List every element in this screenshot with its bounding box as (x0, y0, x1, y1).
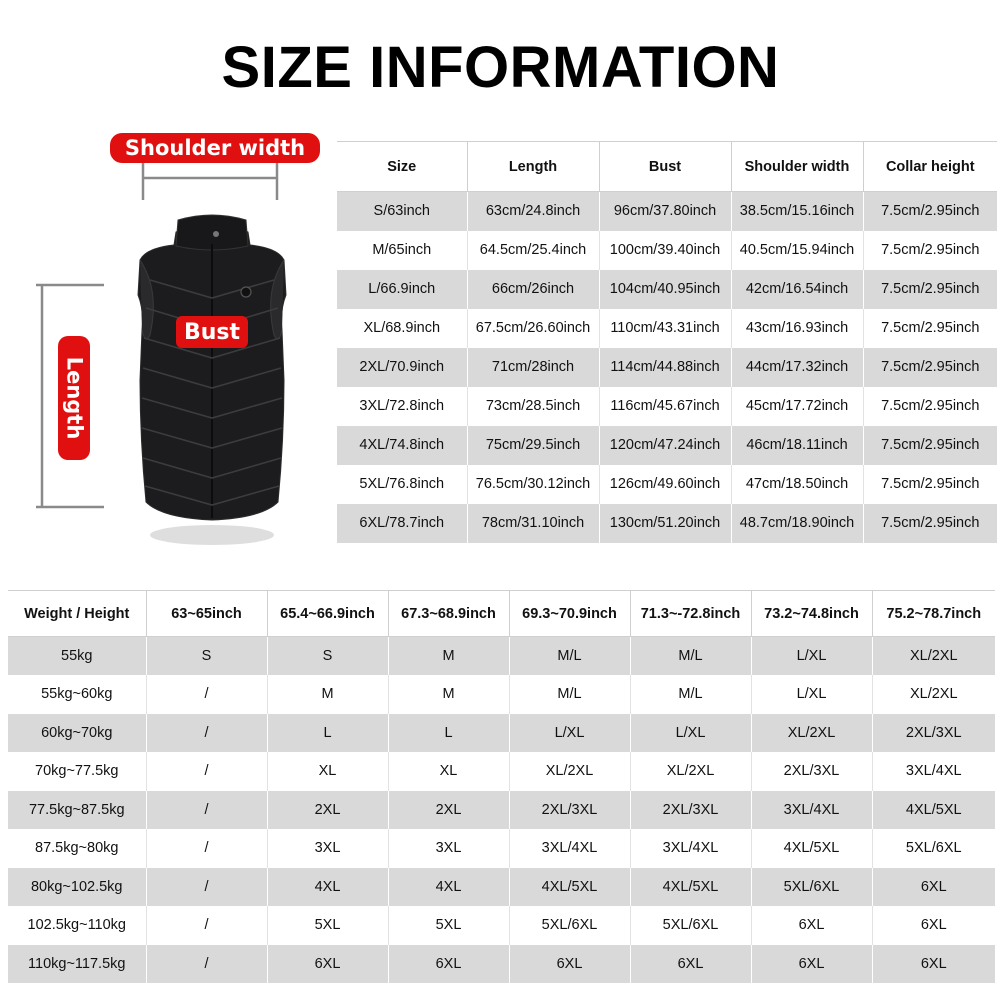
fit-table-cell: XL/2XL (872, 637, 995, 676)
fit-table-cell: 6XL (872, 945, 995, 984)
fit-table-cell: 77.5kg~87.5kg (8, 791, 146, 830)
fit-table-cell: / (146, 791, 267, 830)
size-table-cell: 110cm/43.31inch (599, 309, 731, 348)
size-table-cell: XL/68.9inch (337, 309, 467, 348)
fit-table-cell: 6XL (388, 945, 509, 984)
power-button-icon (241, 287, 251, 297)
size-table-cell: 44cm/17.32inch (731, 348, 863, 387)
size-table-cell: S/63inch (337, 192, 467, 231)
size-table-header-cell: Length (467, 142, 599, 192)
fit-table-cell: 5XL (267, 906, 388, 945)
fit-table-cell: 102.5kg~110kg (8, 906, 146, 945)
fit-table-cell: 2XL/3XL (872, 714, 995, 753)
size-table-cell: 7.5cm/2.95inch (863, 270, 997, 309)
fit-table-cell: XL/2XL (630, 752, 751, 791)
size-table-cell: 43cm/16.93inch (731, 309, 863, 348)
size-table-header-cell: Bust (599, 142, 731, 192)
size-table-cell: 114cm/44.88inch (599, 348, 731, 387)
size-table-cell: 5XL/76.8inch (337, 465, 467, 504)
fit-table-cell: 3XL (388, 829, 509, 868)
fit-table-header-cell: 69.3~70.9inch (509, 591, 630, 637)
fit-table-header-cell: 71.3~-72.8inch (630, 591, 751, 637)
fit-table-cell: S (146, 637, 267, 676)
size-table-cell: 78cm/31.10inch (467, 504, 599, 543)
size-table-cell: 126cm/49.60inch (599, 465, 731, 504)
fit-table-cell: / (146, 752, 267, 791)
size-table-row (337, 465, 997, 504)
fit-table-cell: XL/2XL (751, 714, 872, 753)
fit-table-cell: 55kg (8, 637, 146, 676)
size-table-cell: 75cm/29.5inch (467, 426, 599, 465)
size-table-cell: 7.5cm/2.95inch (863, 231, 997, 270)
size-table-cell: 3XL/72.8inch (337, 387, 467, 426)
fit-table-cell: 3XL/4XL (509, 829, 630, 868)
fit-table-cell: 4XL/5XL (630, 868, 751, 907)
fit-table-cell: 6XL (872, 868, 995, 907)
size-table-cell: 38.5cm/15.16inch (731, 192, 863, 231)
fit-table-cell: XL/2XL (872, 675, 995, 714)
fit-table-cell: 6XL (267, 945, 388, 984)
size-table-header-cell: Shoulder width (731, 142, 863, 192)
fit-table-row (8, 714, 995, 753)
fit-table-cell: XL/2XL (509, 752, 630, 791)
size-table-cell: M/65inch (337, 231, 467, 270)
shoulder-bracket (143, 160, 277, 200)
fit-table-row (8, 675, 995, 714)
size-table-cell: 73cm/28.5inch (467, 387, 599, 426)
fit-table-cell: XL (388, 752, 509, 791)
fit-table-cell: M/L (630, 675, 751, 714)
vest-figure (0, 120, 335, 570)
size-table-cell: 6XL/78.7inch (337, 504, 467, 543)
size-table-cell: 7.5cm/2.95inch (863, 504, 997, 543)
fit-table-row (8, 906, 995, 945)
size-table-cell: 96cm/37.80inch (599, 192, 731, 231)
fit-table-row (8, 829, 995, 868)
fit-table-row (8, 752, 995, 791)
fit-table-row (8, 637, 995, 676)
size-table-cell: 7.5cm/2.95inch (863, 348, 997, 387)
fit-table-cell: 87.5kg~80kg (8, 829, 146, 868)
length-label (58, 336, 90, 460)
size-table-cell: 46cm/18.11inch (731, 426, 863, 465)
length-label-text: Length (62, 356, 87, 440)
fit-table-row (8, 791, 995, 830)
size-table-cell: 45cm/17.72inch (731, 387, 863, 426)
size-table-cell: 66cm/26inch (467, 270, 599, 309)
fit-table-header-cell: 67.3~68.9inch (388, 591, 509, 637)
size-measurement-table (337, 141, 997, 543)
page-title: SIZE INFORMATION (221, 35, 780, 100)
fit-table-header-cell: 65.4~66.9inch (267, 591, 388, 637)
fit-table-cell: / (146, 829, 267, 868)
fit-table-cell: / (146, 868, 267, 907)
fit-table-cell: 2XL/3XL (751, 752, 872, 791)
fit-table-cell: 6XL (751, 945, 872, 984)
size-table-row (337, 270, 997, 309)
size-table-cell: 7.5cm/2.95inch (863, 192, 997, 231)
fit-table-cell: / (146, 714, 267, 753)
fit-table-cell: M/L (509, 637, 630, 676)
fit-table-cell: 4XL/5XL (751, 829, 872, 868)
fit-table-cell: M (388, 637, 509, 676)
fit-table-cell: / (146, 945, 267, 984)
fit-table-cell: 3XL/4XL (872, 752, 995, 791)
weight-height-fit-table (8, 590, 995, 983)
size-table-row (337, 504, 997, 543)
fit-table-cell: 6XL (630, 945, 751, 984)
size-table-cell: 40.5cm/15.94inch (731, 231, 863, 270)
fit-table-header-cell: 75.2~78.7inch (872, 591, 995, 637)
fit-table-cell: 55kg~60kg (8, 675, 146, 714)
fit-table-cell: 2XL/3XL (509, 791, 630, 830)
size-table-cell: 120cm/47.24inch (599, 426, 731, 465)
size-table-cell: 47cm/18.50inch (731, 465, 863, 504)
size-table-cell: 7.5cm/2.95inch (863, 426, 997, 465)
fit-table-header-cell: 63~65inch (146, 591, 267, 637)
fit-table-cell: 6XL (751, 906, 872, 945)
size-table-row (337, 426, 997, 465)
fit-table-cell: M/L (509, 675, 630, 714)
size-table-cell: 130cm/51.20inch (599, 504, 731, 543)
size-table-cell: 100cm/39.40inch (599, 231, 731, 270)
fit-table-cell: 3XL (267, 829, 388, 868)
fit-table-cell: 2XL/3XL (630, 791, 751, 830)
size-table-cell: 7.5cm/2.95inch (863, 387, 997, 426)
fit-table-cell: 5XL/6XL (509, 906, 630, 945)
size-table-row (337, 192, 997, 231)
fit-table-cell: L/XL (751, 675, 872, 714)
size-table-cell: 48.7cm/18.90inch (731, 504, 863, 543)
size-table-cell: L/66.9inch (337, 270, 467, 309)
size-table-header-cell: Collar height (863, 142, 997, 192)
fit-table-cell: XL (267, 752, 388, 791)
fit-table-cell: 5XL/6XL (751, 868, 872, 907)
fit-table-cell: / (146, 675, 267, 714)
fit-table-cell: 4XL (388, 868, 509, 907)
size-table-cell: 63cm/24.8inch (467, 192, 599, 231)
fit-table-cell: 5XL (388, 906, 509, 945)
fit-table-cell: L/XL (630, 714, 751, 753)
size-table-header-cell: Size (337, 142, 467, 192)
size-table-cell: 67.5cm/26.60inch (467, 309, 599, 348)
fit-table-cell: 4XL/5XL (872, 791, 995, 830)
fit-table-cell: 4XL (267, 868, 388, 907)
size-table-cell: 116cm/45.67inch (599, 387, 731, 426)
size-table-row (337, 387, 997, 426)
size-table-cell: 2XL/70.9inch (337, 348, 467, 387)
size-table-cell: 42cm/16.54inch (731, 270, 863, 309)
fit-table-cell: 6XL (872, 906, 995, 945)
fit-table-header-cell: 73.2~74.8inch (751, 591, 872, 637)
fit-table-cell: / (146, 906, 267, 945)
fit-table-cell: 60kg~70kg (8, 714, 146, 753)
size-table-cell: 71cm/28inch (467, 348, 599, 387)
fit-table-row (8, 945, 995, 984)
fit-table-row (8, 868, 995, 907)
size-table-cell: 7.5cm/2.95inch (863, 465, 997, 504)
size-table-row (337, 231, 997, 270)
fit-table-cell: 80kg~102.5kg (8, 868, 146, 907)
fit-table-cell: M/L (630, 637, 751, 676)
fit-table-cell: L (267, 714, 388, 753)
fit-table-cell: 110kg~117.5kg (8, 945, 146, 984)
bust-label: Bust (176, 316, 248, 348)
fit-table-cell: 70kg~77.5kg (8, 752, 146, 791)
size-table-cell: 7.5cm/2.95inch (863, 309, 997, 348)
fit-table-cell: L/XL (509, 714, 630, 753)
size-table-row (337, 348, 997, 387)
fit-table-cell: 2XL (267, 791, 388, 830)
fit-table-cell: M (388, 675, 509, 714)
fit-table-cell: 4XL/5XL (509, 868, 630, 907)
size-table-header-row (337, 142, 997, 192)
size-table-cell: 104cm/40.95inch (599, 270, 731, 309)
fit-table-cell: 6XL (509, 945, 630, 984)
fit-table-cell: S (267, 637, 388, 676)
fit-table-cell: 5XL/6XL (630, 906, 751, 945)
shoulder-width-label: Shoulder width (110, 133, 320, 163)
fit-table-cell: M (267, 675, 388, 714)
vest-illustration (0, 120, 335, 570)
size-table-cell: 4XL/74.8inch (337, 426, 467, 465)
fit-table-header-row (8, 591, 995, 637)
fit-table-cell: L/XL (751, 637, 872, 676)
fit-table-cell: L (388, 714, 509, 753)
fit-table-cell: 5XL/6XL (872, 829, 995, 868)
size-table-cell: 64.5cm/25.4inch (467, 231, 599, 270)
size-table-row (337, 309, 997, 348)
fit-table-cell: 3XL/4XL (630, 829, 751, 868)
fit-table-header-cell: Weight / Height (8, 591, 146, 637)
fit-table-cell: 3XL/4XL (751, 791, 872, 830)
size-table-cell: 76.5cm/30.12inch (467, 465, 599, 504)
fit-table-cell: 2XL (388, 791, 509, 830)
